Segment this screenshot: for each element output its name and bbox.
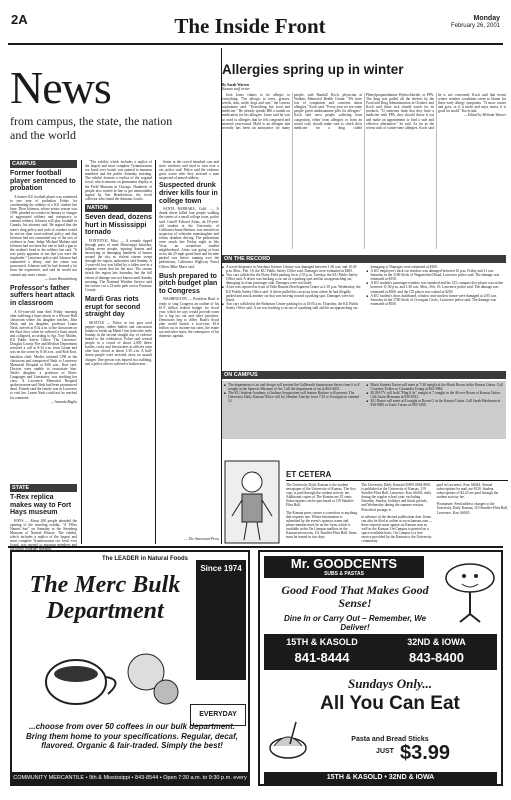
goodcents-footer: 15TH & KASOLD • 32ND & IOWA <box>264 772 497 784</box>
story-byline: — Edited by Melinda Weaver <box>463 113 506 118</box>
on-the-record <box>222 255 506 369</box>
campus-item: ■ Black Student Union will meet at 7:30 tonight at the Hawk Room in the Kansas Union. Call Courtney Eckles or Cassandra Young at 864-3984. <box>367 383 505 391</box>
allergies-body <box>222 93 506 249</box>
story-body: PONTOTOC, Miss. — A tornado ripped through parts of rural Mississippi Saturday, killing seven people, injuring dozens and destroying or damaging hundreds of homes around the city as violent storms swept through the region, authorities said Sunday. A 2-year-old boy was killed by a fallen tree in a separate storm that hit the area. The storms struck the region late Saturday, but the full extent of damage was not known until Sunday morning. The National Weather Service said the twister cut a 23-mile path across Pontotoc County. <box>85 238 152 292</box>
news-title: News <box>10 62 111 113</box>
et-cetera-label: ET CETERA <box>286 470 508 481</box>
record-item: ■ Two cars collided in the Robinson Center parking lot at 10:05 a.m. Thursday, the KU Public Safety Office said. A car was backing a car out of a parking stall and hit an approaching car, damaging it. Damages were estimated at $200. <box>222 265 506 310</box>
ap-byline: — The Associated Press <box>159 537 219 543</box>
on-the-record-label: ON THE RECORD <box>222 255 506 263</box>
story-headline: Seven dead, dozens hurt in Mississippi tornado <box>85 213 152 237</box>
merc-badge: EVERYDAY <box>190 704 246 726</box>
sandwich-mascot-icon <box>440 554 500 624</box>
state-label: STATE <box>10 484 77 492</box>
allergies-headline: Allergies spring up in winter <box>222 62 404 77</box>
goodcents-dine: Dine In or Carry Out – Remember, We Deliver! <box>283 614 427 632</box>
story-byline: — Jason Brandenburg <box>44 276 77 281</box>
byline-name: By Sarah Warren <box>222 83 250 87</box>
record-item: ■ A KU student's passenger window was smashed and his CD, compact disc player was stolen between 11:30 p.m. and 1:30 a.m. Mon., Feb. 19, Lawrence police said. The damage was estimated at $500, and the CD player was valued at $250. <box>367 281 507 293</box>
column-rule <box>155 160 156 544</box>
on-campus <box>222 371 506 439</box>
record-item: ■ A travel dispenser in Anschutz Science Library was damaged between 1:30 a.m. and 10:30 p.m. Mon., Feb. 19, the KU Public Safety Office said. Damages were estimated at $400. <box>222 265 362 273</box>
header-rule <box>8 43 503 45</box>
record-list <box>222 265 506 369</box>
phone-1: 841-8444 <box>294 650 350 665</box>
story-body: "The exhibit, which includes a replica of the largest and most complete Tyrannosaurus rex fossil ever found, was opened to museum members and the public Saturday morning. The exhibit features a replica of the original fossil, which remains on permanent display at the Field Museum in Chicago. Hundreds of people also waited in line to get memorabilia signed by Sue Hendrickson, the fossil collector who found the dinosaur fossils. <box>85 160 152 201</box>
et-cetera-text: paid in Lawrence, Kan. 66044. Annual subscriptions by mail are $120. Student subscriptions of $2.25 are paid through the student activity fee. <box>436 483 499 500</box>
paper-name: The Inside Front <box>174 14 326 38</box>
date-block <box>400 15 500 30</box>
story-headline: Bush prepared to pitch budget plan to Congress <box>159 272 218 295</box>
story-body: SANTA BARBARA, Calif. — A drunk driver killed four people walking the streets of a small college town, police said. Catrell Edward Attias, an 18-year-old student at the University of California Santa Barbara, was arrested on suspicion of vehicular manslaughter and felony drunken driving. The pedestrians were struck late Friday night in Isla Vista, an oceanfront student neighborhood. Attias was going at least twice the 25-mph speed limit and hit nine parked cars before running over the pedestrians, California Highway Patrol Officer Mike Marci said. <box>159 207 219 269</box>
goodcents-ad <box>258 550 503 786</box>
phone-2: 843-8400 <box>409 650 464 665</box>
et-cetera-col <box>286 483 357 549</box>
nation-column <box>85 160 152 544</box>
merc-since: Since 1974 <box>200 564 242 573</box>
story-headline: Suspected drunk driver kills four in college town <box>159 182 218 205</box>
et-cetera-col <box>437 483 508 549</box>
merc-leader: The LEADER in Natural Foods <box>102 556 189 562</box>
goodcents-pasta: Pasta and Bread Sticks <box>351 736 429 743</box>
story-body: Some in the crowd smashed cars and store windows and tried to turn over a car, police said. Police said the violence grew worse after they arrested a man suspected of armed robbery. <box>159 160 219 181</box>
page-label: 2A <box>11 12 28 27</box>
record-item: ■ Two cars collided in the Daisy Field parking lot at 2:35 p.m. Tuesday, the KU Public Safety Office said. A driver was backing a car out of a parking spot and hit an approaching car, damaging its front passenger side. Damages were not listed. <box>222 273 362 285</box>
et-cetera-text: The University Daily Kansan (USPS 0064-800) is published at the University of Kansas, 119 Stauffer-Flint Hall, Lawrence, Kan. 66045, daily during the regular school year, excluding Saturday, Sunday, holidays and finals periods, and Wednesday during the summer session. Periodical postage is <box>361 483 432 512</box>
goodcents-brand: Mr. GOODCENTS <box>290 556 398 571</box>
goodcents-just: JUST <box>376 748 394 755</box>
merc-side-panel <box>196 560 246 680</box>
goodcents-slogan: Good Food That Makes Good Sense! <box>281 583 429 610</box>
date-day: Monday <box>473 15 500 22</box>
state-column <box>10 484 77 544</box>
goodcents-brand-block <box>264 556 424 578</box>
campus-item: ■ The KU Student Academy of Indians Symposium will feature Rashaw will present, The University Daily Kansan Office will be, Heather Tunsley from 7:30 to 8 tonight on channel 14. <box>224 391 362 403</box>
merc-brand: The Merc Bulk Department <box>29 572 181 624</box>
campus-list <box>222 381 506 439</box>
merc-tagline: ...choose from over 50 coffees in our bulk department. Bring them home to your specifications. Regular, decaf, flavored. Organic & fair-traded. Simply the best! <box>25 722 239 750</box>
story-body: WASHINGTON — President Bush is ready to sing Congress an outline of his $1.9 trillion federal budget for fiscal year, which he says would provide room for a big tax cut and other priorities. Democrats beg to differ. Bush's fiscal plan would launch a four-year, $1.6 trillion cut in income-tax rates, the estate tax and other taxes, the centerpiece of his domestic agenda. <box>159 297 219 339</box>
story-body: A 63-year-old man died Friday morning after suffering a heart attack in a Wescoe Hall classroom where his daughter teaches. John Nash, and his daughter, professor Leann Nash, arrived at 8:32 a.m. to the classroom on the third floor when he suffered a heart attack and collapsed, according to Sgt. Troy Mailen, KU Public Safety Office. The Lawrence-Douglas County Fire and Medical Department received a call at 8:34 a.m. from Leann and was on the scene by 8:38 a.m., said Rob Kort, battalion chief. Medics initiated CPR in the classroom and transported Nash to Lawrence Memorial Hospital at 8:06 a.m., Kort said. Doctors were unable to resuscitate him. Nash's daughter, a professor of Slavic Languages and Literatures, was teaching her class. A Lawrence Memorial Hospital spokeswoman said Nash had been pronounced dead. Friends said the family was in Lawrence to visit her. Leann Nash could not be reached for comment. <box>10 309 77 400</box>
on-campus-label: ON CAMPUS <box>222 371 506 379</box>
goodcents-price: $3.99 <box>400 742 451 764</box>
record-item: ■ A KU employee's back car window was damaged between 10 p.m. Friday and 11 a.m. Saturday in the 2100 block of Wagonwheel Road, Lawrence police said. The damage was estimated at $150. <box>367 269 507 281</box>
allergies-byline <box>222 83 292 91</box>
campus-item: ■ KUJH-TV will hold "Plug It In" tonight at 7 tonight in the Alcove Room of Kansas Union. Call Justin Hermann at 830-8912. <box>367 391 505 399</box>
et-cetera-text: Postmaster: Send address changes to the University Daily Kansan, 119 Stauffer-Flint Hall, Lawrence, Kan. 66045. <box>436 502 508 515</box>
cartoon-image <box>224 460 280 544</box>
nation-label: NATION <box>85 204 152 212</box>
story-body: A former KU football player was sentenced to one year of probation Friday for coordinating the robbery of a KU student last June. Dion Johnson, whose senior season was 1999, pleaded no contest in January to charges of aggravated robbery and conspiracy to commit robbery. Johnson will play football in Canada, his attorney said. He argued that the team's drug policy and code of conduct would be stricter than court-ordered policy and that Johnson had not committed any of the acts of violence in June. Judge Michael Malone said Johnson had not been the one to hold a gun to the student's head in the robbery but said, "It was pretty apparent to me that you were the ringleader." Lawrence police said Johnson had committed a felony, and the crime was prosecuted. Johnson said he had learned a lot from the experience, and said he would not commit any more crimes. <box>10 194 77 277</box>
news-banner <box>10 63 178 155</box>
goodcents-sub: SUBS & PASTAS <box>324 571 364 577</box>
goodcents-locations <box>264 634 497 670</box>
pasta-bowl-icon <box>268 718 308 766</box>
column-rule <box>81 160 82 544</box>
merc-footer: COMMUNITY MERCANTILE • 9th & Mississippi • 843-8544 • Open 7:30 a.m. to 9:30 p.m. every day <box>12 772 248 784</box>
location-1: 15TH & KASOLD <box>286 637 358 647</box>
et-cetera-text: The University Daily Kansan is the student newspaper of the University of Kansas. The first copy is paid through the student activity fee. Additional copies of The Kansan are 25 cents. Subscriptions can be purchased at 119 Stauffer-Flint Hall. <box>286 483 356 508</box>
story-headline: Professor's father suffers heart attack in classroom <box>10 284 75 307</box>
story-headline: Mardi Gras riots erupt for second straight day <box>85 295 141 319</box>
date-full: February 26, 2001 <box>450 23 500 29</box>
news-subtitle: from campus, the state, the nation and the world <box>10 114 173 142</box>
story-body: SEATTLE — Police in riot gear used pepper spray, rubber bullets and concussion bombs to break up Mardi Gras festivities early Sunday in the second straight day of violence linked to the celebration. Police said several people in a crowd of about 2,000 threw bottles, rocks and firecrackers at officers soon after bars closed at about 1:30 a.m. A half-dozen people were arrested, most on assault charges. One person was injured in a stabbing, and a police officer suffered a broken arm. <box>85 320 152 366</box>
campus-item: ■ KU Dance will meet at 8 tonight at Room G in the Kansas Union. Call Sarah Heideman at 838-9083 or Katie Turner at 838-5498. <box>367 399 505 407</box>
et-cetera <box>286 470 508 549</box>
goodcents-all-you: All You Can Eat <box>320 693 460 714</box>
story-byline: — Amanda Baglin <box>50 399 77 404</box>
coffee-cup-icon <box>26 632 186 712</box>
cartoon-figure-icon <box>224 460 280 544</box>
location-2: 32ND & IOWA <box>407 637 466 647</box>
goodcents-sundays: Sundays Only... <box>347 676 433 691</box>
story-headline: Former football player sentenced to probation <box>10 170 76 193</box>
et-cetera-text: in advance of the desired publication date. Items can also be filed at online at www.kansan.com — these requests must appear on Kansan.com as well as the Kansan. On Campus is printed on a space-available basis. On Campus is a free service provided by the Kansan to the University community. <box>361 514 433 544</box>
record-item: ■ A KU student's door, dashboard, window and window frame were damaged at 2:05 a.m. Saturday in the 2700 block of Crossgate Circle, Lawrence police said. The damage was estimated at $550. <box>367 294 507 306</box>
story-body: HAYS — About 200 people attended the opening of the traveling exhibit, "A T-Rex Named Sue" on Saturday at the Sternberg Museum of Natural History. The exhibit, which includes a replica of the largest and most complete Tyrannosaurus rex fossil ever <box>10 518 77 544</box>
merc-ad <box>10 550 250 793</box>
campus-item: ■ The department of art and design will present the Gallbreath Symposium Series from 6 to 8 tonight at the Spencer Museum of Art. Call the department of art at 864-4401. <box>224 383 362 391</box>
et-cetera-text: The Kansan press carries a correction to anything that requires one. Where information is submitted by the event's sponsor, name and phone number must be on the form, which is available in the On Campus mailbox in the Kansan newsroom, 111 Stauffer-Flint Hall. Items must be turned in two days <box>286 510 358 540</box>
record-item: ■ A fire was reported in front of Dole Human Development Center at 2:18 p.m. Wednesday, the KU Public Safety Office said. A driver pulled his car away from where he had illegally parked and struck another car that was moving toward a parking spot. Damages were not listed. <box>222 285 362 301</box>
byline-role: Kansan staff writer <box>222 87 250 92</box>
ad-rule <box>8 546 503 548</box>
et-cetera-body <box>286 483 508 549</box>
et-cetera-col <box>361 483 432 549</box>
world-column <box>159 160 219 544</box>
story-body: Josh Jones claims to be allergic to everything. "I'm allergic to trees, grasses, weeds, dust, mold, dogs and cats," the Lenexa sophomore said. "Everything but food and medicine." He already spends $80 a month on medication for his allergies. Jones said he was so used to allergies that he felt congested and sneezed year-round. Mold is an allergen that recently has been an annoyance for many people, said Randall Koch, physician at Watkins Memorial Health Center. "We have lots of complaints and concerns about allergies," Koch said. "Every year we see some people given antihistamine pills for allergies." Koch said most people suffering from congestion, either from allergies or from an actual cold, should make sure to check their medicine for a drug called Phenylpropanolamine Hydrochloride, or PPA. The drug was pulled off the shelves by the Food and Drug Administration in October, and Koch said those sick should watch for its products. "If someone finds that they have a medicine with PPA, they should throw it out and make an appointment to find a safe and effective alternative," he said. As far as the recent rash of winter-time allergies, Koch said he is not concerned. Koch said that recent winter weather conditions seem to blame for these early allergy symptoms. "If snow comes and goes, or if it melts and stays moist, it is good for mold," Koch said. <box>222 93 506 130</box>
campus-label: CAMPUS <box>10 160 77 168</box>
story-headline: T-Rex replica makes way to Fort Hays museum <box>10 494 72 517</box>
